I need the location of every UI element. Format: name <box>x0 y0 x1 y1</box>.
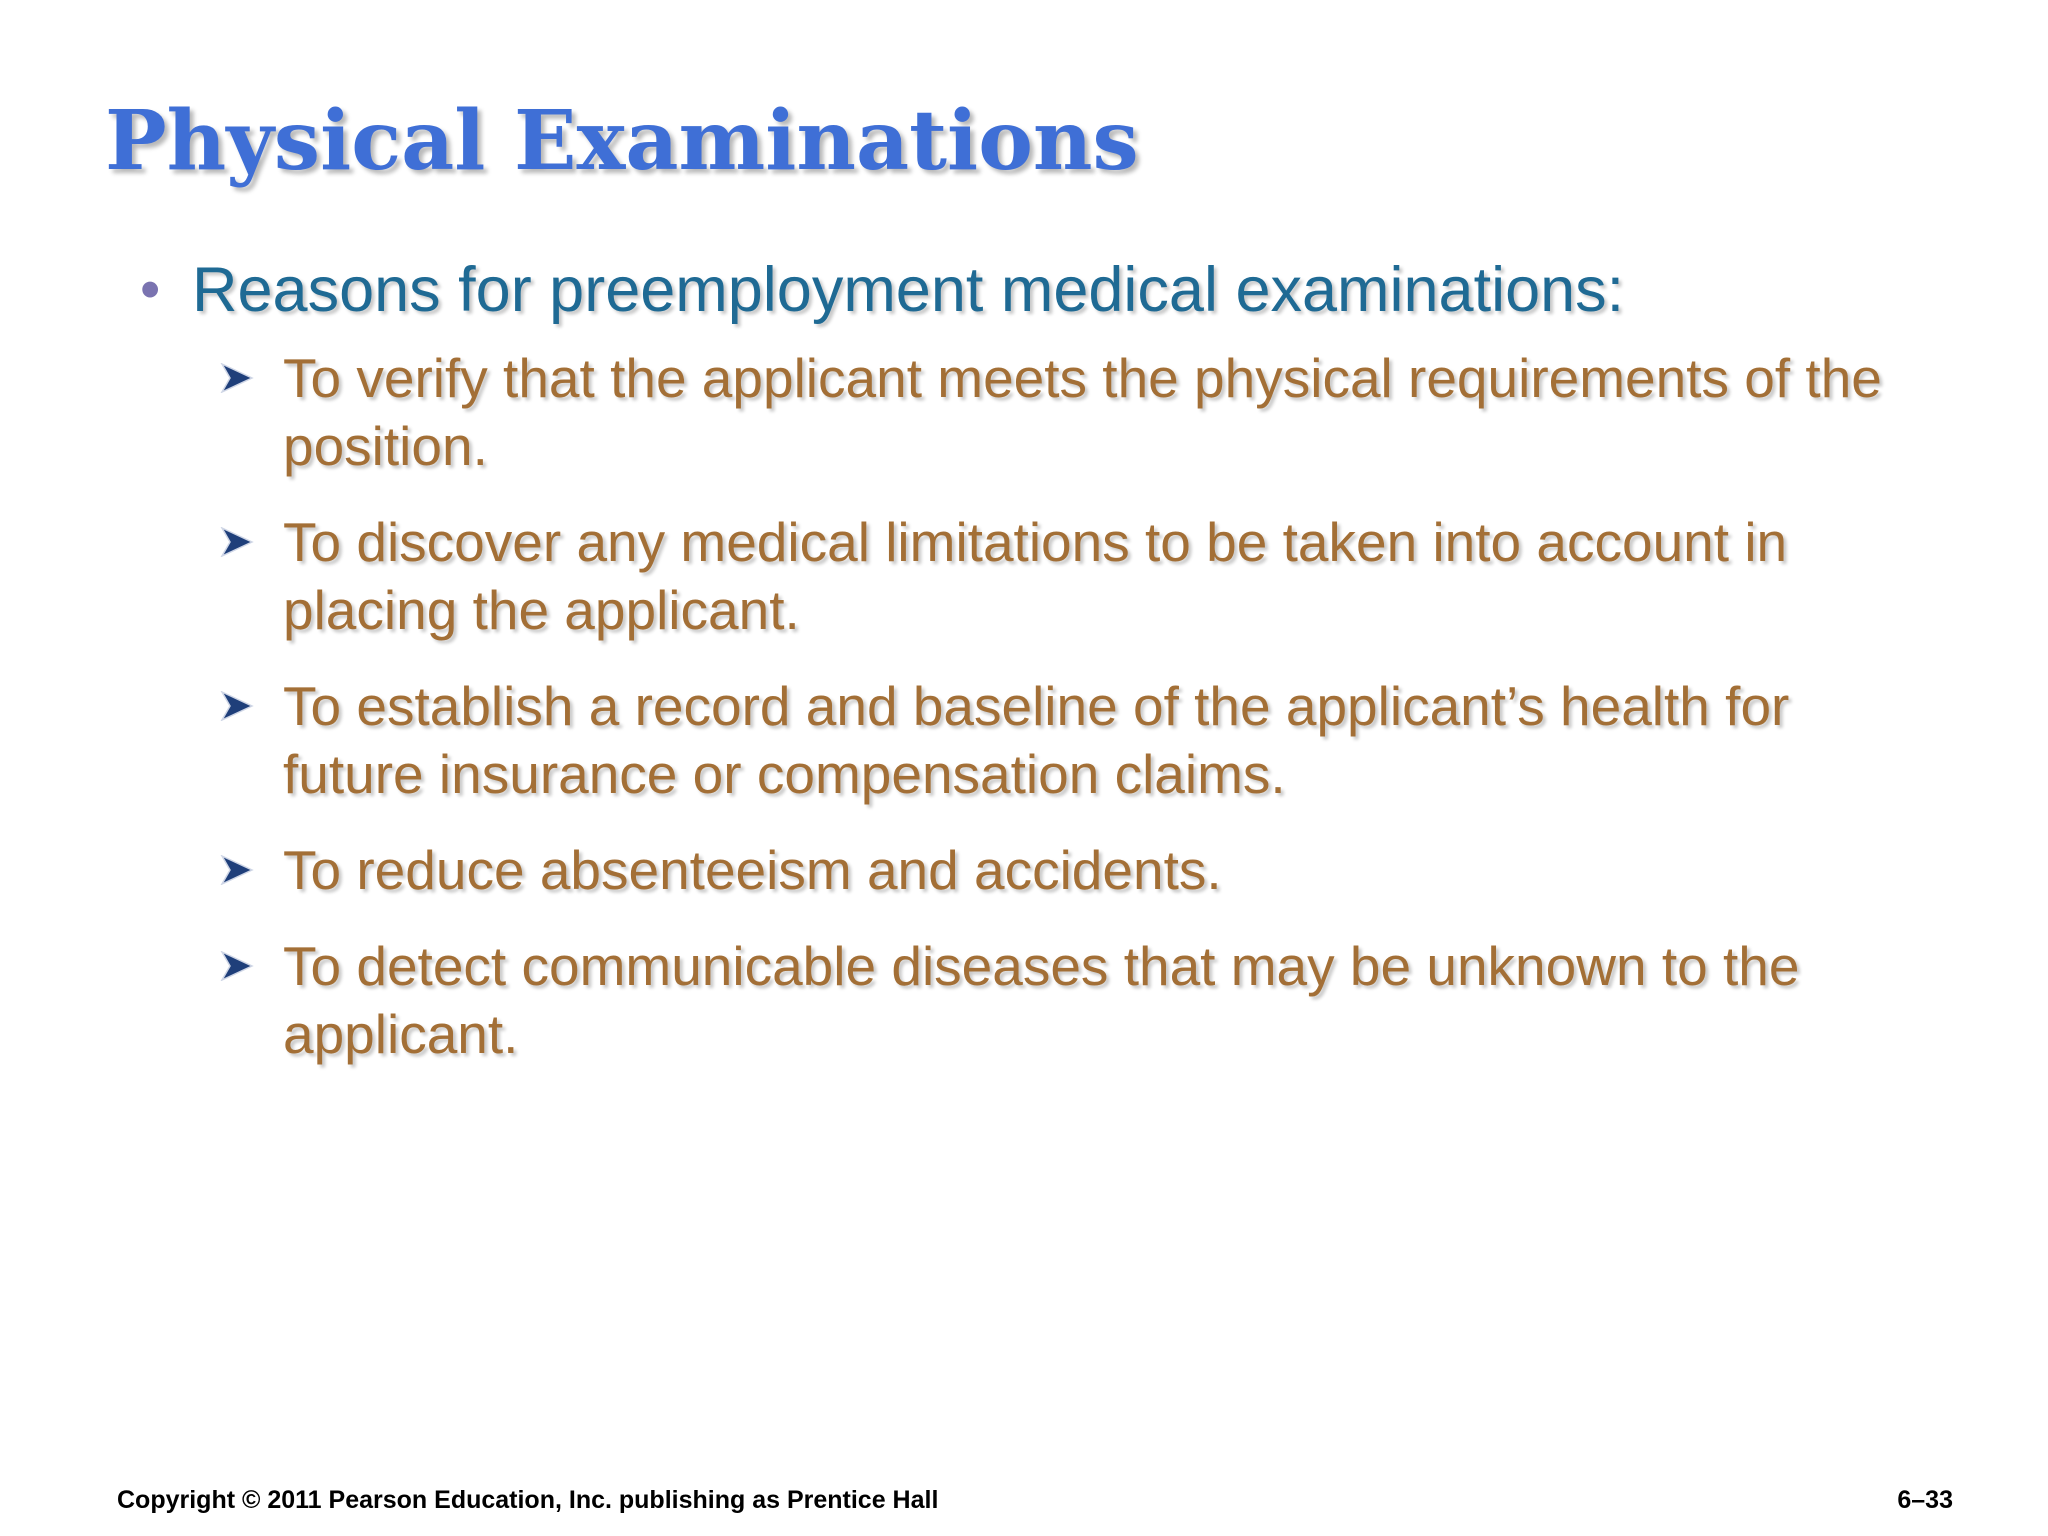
arrow-bullet-icon <box>220 672 283 740</box>
sub-bullet-text: To discover any medical limitations to be taken into account in placing the applicant. <box>283 511 1788 641</box>
main-bullet <box>140 250 1940 330</box>
arrow-bullet-icon <box>220 932 283 1000</box>
main-bullet-text: Reasons for preemployment medical examinations: <box>192 255 1625 325</box>
sub-bullet-text: To reduce absenteeism and accidents. <box>283 839 1222 901</box>
page-number: 6–33 <box>1897 1486 1953 1514</box>
sub-bullet-text: To detect communicable diseases that may be unknown to the applicant. <box>283 935 1800 1065</box>
arrow-bullet-icon <box>220 836 283 904</box>
sub-bullet-text: To verify that the applicant meets the physical requirements of the position. <box>283 347 1882 477</box>
sub-bullet-item <box>220 508 1940 644</box>
slide-content <box>140 250 1940 1096</box>
slide-title: Physical Examinations <box>105 93 1139 189</box>
sub-bullet-item <box>220 672 1940 808</box>
sub-bullet-list <box>140 344 1940 1068</box>
sub-bullet-item <box>220 344 1940 480</box>
sub-bullet-item <box>220 836 1940 904</box>
arrow-bullet-icon <box>220 344 283 412</box>
sub-bullet-item <box>220 932 1940 1068</box>
arrow-bullet-icon <box>220 508 283 576</box>
sub-bullet-text: To establish a record and baseline of the applicant’s health for future insurance or compensation claims. <box>283 675 1790 805</box>
bullet-dot-icon: • <box>140 257 161 322</box>
copyright-footer: Copyright © 2011 Pearson Education, Inc. publishing as Prentice Hall <box>117 1486 939 1514</box>
